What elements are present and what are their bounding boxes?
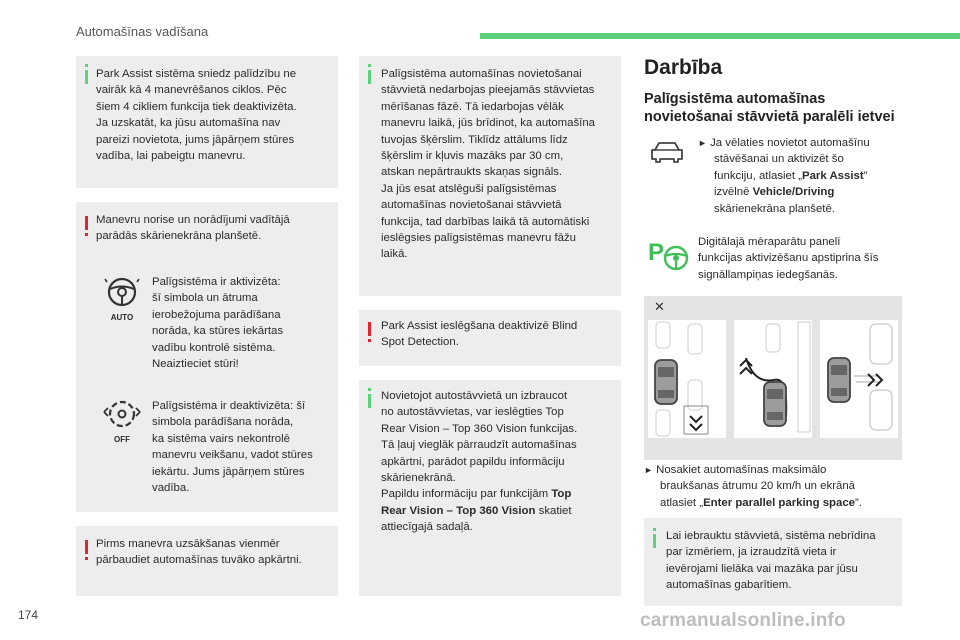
text-line	[698, 168, 870, 184]
text-span: Ja vēlaties novietot automašīnu	[710, 137, 870, 149]
text-line: signāllampiņas iedegšanās.	[698, 268, 838, 281]
text-line: šī simbola un ātruma	[152, 292, 258, 305]
text-line: funkcija, tad darbības laikā tā automātiski	[381, 215, 590, 228]
text-line: mērīšanas fāzē. Tā iedarbojas vēlāk	[381, 100, 564, 113]
warning-icon	[85, 540, 88, 554]
text-line: Neaiztieciet stūri!	[152, 358, 239, 371]
text-line: Ja uzskatāt, ka jūsu automašīna nav	[96, 117, 281, 130]
text-span: atlasiet „	[660, 496, 704, 509]
text-line: tuvojas šķērslim. Tiklīdz attālums līdz	[381, 133, 568, 146]
step-2-line	[644, 462, 862, 478]
car-front-icon	[650, 140, 684, 164]
text-line: atskan nepārtraukts skaņas signāls.	[381, 166, 563, 179]
text-line: Park Assist ieslēgšana deaktivizē Blind	[381, 320, 578, 332]
text-line: ievērojami lielāka vai mazāka par jūsu	[666, 562, 858, 575]
text-line: šķērslim ir kļuvis mazāks par 30 cm,	[381, 150, 564, 163]
info-icon	[85, 70, 88, 84]
text-line	[644, 495, 862, 511]
text-line: pareizi novietota, jums jāpārņem stūres	[96, 133, 295, 146]
text-line: šiem 4 cikliem funkcija tiek deaktivizēta.	[96, 100, 297, 113]
text-line: stāvvietā nedarbojas pieejamās stāvvietas	[381, 84, 595, 97]
park-assist-indicator-icon	[648, 238, 688, 272]
text-line: Manevru norise un norādījumi vadītājā	[96, 214, 290, 226]
text-line	[698, 184, 870, 200]
text-line: laikā.	[381, 248, 408, 261]
text-line: manevru laikā, jūs brīdinot, ka automašīna	[381, 117, 596, 130]
warning-box-check-surroundings	[76, 526, 338, 596]
info-box-top-vision	[359, 380, 621, 596]
running-header: Automašīnas vadīšana	[76, 24, 209, 39]
section-subtitle	[644, 90, 895, 126]
subtitle-line: novietošanai stāvvietā paralēli ietvei	[644, 109, 895, 125]
text-line: Novietojot autostāvvietā un izbraucot	[381, 390, 568, 402]
info-box-parking-sensors	[359, 56, 621, 296]
info-box-space-size	[644, 518, 902, 606]
bold-term: Vehicle/Driving	[752, 186, 835, 199]
info-icon	[368, 394, 371, 408]
bold-term: Top	[551, 488, 572, 501]
text-span: Papildu informāciju par funkcijām	[381, 488, 552, 501]
warning-icon	[368, 322, 371, 336]
auto-description	[152, 274, 283, 372]
text-line: vadība, lai pabeigtu manevru.	[96, 150, 246, 163]
text-line: Palīgsistēma ir aktivizēta:	[152, 276, 281, 288]
text-span: Nosakiet automašīnas maksimālo	[656, 464, 827, 476]
warning-box-blind-spot	[359, 310, 621, 366]
info-icon	[368, 70, 371, 84]
info-box-park-assist-cycles	[76, 56, 338, 188]
text-line: skārienekrāna planšetē.	[714, 202, 835, 215]
warning-icon	[85, 216, 88, 230]
steering-auto-icon	[104, 276, 140, 322]
watermark: carmanualsonline.info	[640, 610, 846, 631]
bold-term: Rear Vision – Top 360 Vision	[381, 504, 536, 517]
text-line: skārienekrānā.	[381, 472, 456, 485]
text-line: Palīgsistēma automašīnas novietošanai	[381, 68, 582, 80]
text-line: attiecīgajā sadaļā.	[381, 521, 473, 534]
text-line: Park Assist sistēma sniedz palīdzību ne	[96, 68, 297, 80]
text-line: Lai iebrauktu stāvvietā, sistēma nebrīdina	[666, 530, 876, 542]
text-line: no autostāvvietas, var ieslēgties Top	[381, 406, 564, 419]
text-line: ka sistēma vairs nekontrolē	[152, 432, 291, 445]
text-line: automašīnas novietošanai stāvvietā	[381, 199, 562, 212]
text-line: par izmēriem, ja izraudzītā vieta ir	[666, 546, 837, 559]
text-line: vairāk kā 4 manevrēšanos ciklos. Pēc	[96, 84, 287, 97]
warning-box-instructions	[76, 202, 338, 512]
bold-term: Enter parallel parking space	[703, 496, 856, 509]
text-line: Digitālajā mēraparātu panelī	[698, 236, 841, 248]
text-line: simbola parādīšana norāda,	[152, 416, 294, 429]
p-letter: P	[648, 239, 665, 266]
text-span: ”	[863, 169, 868, 182]
off-label: OFF	[114, 435, 130, 444]
page-number: 174	[18, 608, 39, 622]
park-assist-screen-illustration	[644, 296, 902, 460]
text-line: ieslēgsies palīgsistēmas manevru fāžu	[381, 232, 576, 245]
off-description	[152, 398, 313, 496]
info-box-text	[96, 66, 297, 164]
text-line: funkcijas aktivizēšanu apstiprina šīs	[698, 252, 879, 265]
text-line: Rear Vision – Top 360 Vision funkcijas.	[381, 422, 578, 435]
indicator-description	[698, 234, 878, 283]
info-box-text	[666, 528, 876, 594]
warning-text	[96, 212, 290, 245]
parking-mode-tile-1[interactable]	[648, 320, 726, 438]
text-span: funkciju, atlasiet „	[714, 169, 802, 182]
text-line: Ja jūs esat atslēguši palīgsistēmas	[381, 182, 557, 195]
text-span: skatiet	[535, 504, 572, 517]
text-line: ierobežojuma parādīšana	[152, 308, 281, 321]
header-accent-bar	[480, 33, 960, 39]
text-line: apkārtni, parādot papildu informāciju	[381, 455, 565, 468]
step-1	[698, 135, 870, 217]
info-icon	[653, 534, 656, 548]
step-1-line	[698, 135, 870, 151]
text-line: Pirms manevra uzsākšanas vienmēr	[96, 538, 280, 550]
text-span: ”.	[855, 496, 862, 509]
warning-text	[381, 318, 577, 351]
text-line: vadība.	[152, 482, 190, 495]
text-line	[381, 486, 577, 502]
text-line: braukšanas ātrumu 20 km/h un ekrānā	[660, 480, 856, 493]
text-line: vadību kontrolē sistēma.	[152, 341, 276, 354]
text-line: manevru veikšanu, vadot stūres	[152, 449, 313, 462]
step-2	[644, 462, 862, 511]
parking-mode-tile-2[interactable]	[734, 320, 812, 438]
close-icon[interactable]: ✕	[654, 299, 665, 314]
text-line: norāda, ka stūres iekārtas	[152, 325, 284, 338]
section-title: Darbība	[644, 56, 723, 79]
text-line: Palīgsistēma ir deaktivizēta: šī	[152, 400, 306, 412]
bullet-icon: ►	[644, 465, 653, 475]
text-line: iekārtu. Jums jāpārņem stūres	[152, 465, 305, 478]
text-line	[381, 503, 577, 519]
warning-text	[96, 536, 302, 569]
text-line: Spot Detection.	[381, 336, 459, 349]
text-line: stāvēšanai un aktivizēt šo	[714, 153, 844, 166]
text-line: Tā ļauj vieglāk pārraudzīt automašīnas	[381, 439, 577, 452]
subtitle-line: Palīgsistēma automašīnas	[644, 91, 826, 107]
info-box-text	[381, 66, 595, 263]
text-span: izvēlnē	[714, 186, 753, 199]
bold-term: Park Assist	[802, 169, 864, 182]
parking-mode-tile-3[interactable]	[820, 320, 898, 438]
auto-label: AUTO	[110, 313, 134, 322]
info-box-text	[381, 388, 577, 536]
text-line: automašīnas gabarītiem.	[666, 579, 792, 592]
bullet-icon: ►	[698, 138, 707, 148]
text-line: parādās skārienekrāna planšetē.	[96, 230, 262, 243]
text-line: pārbaudiet automašīnas tuvāko apkārtni.	[96, 554, 302, 567]
steering-off-icon	[102, 398, 142, 444]
